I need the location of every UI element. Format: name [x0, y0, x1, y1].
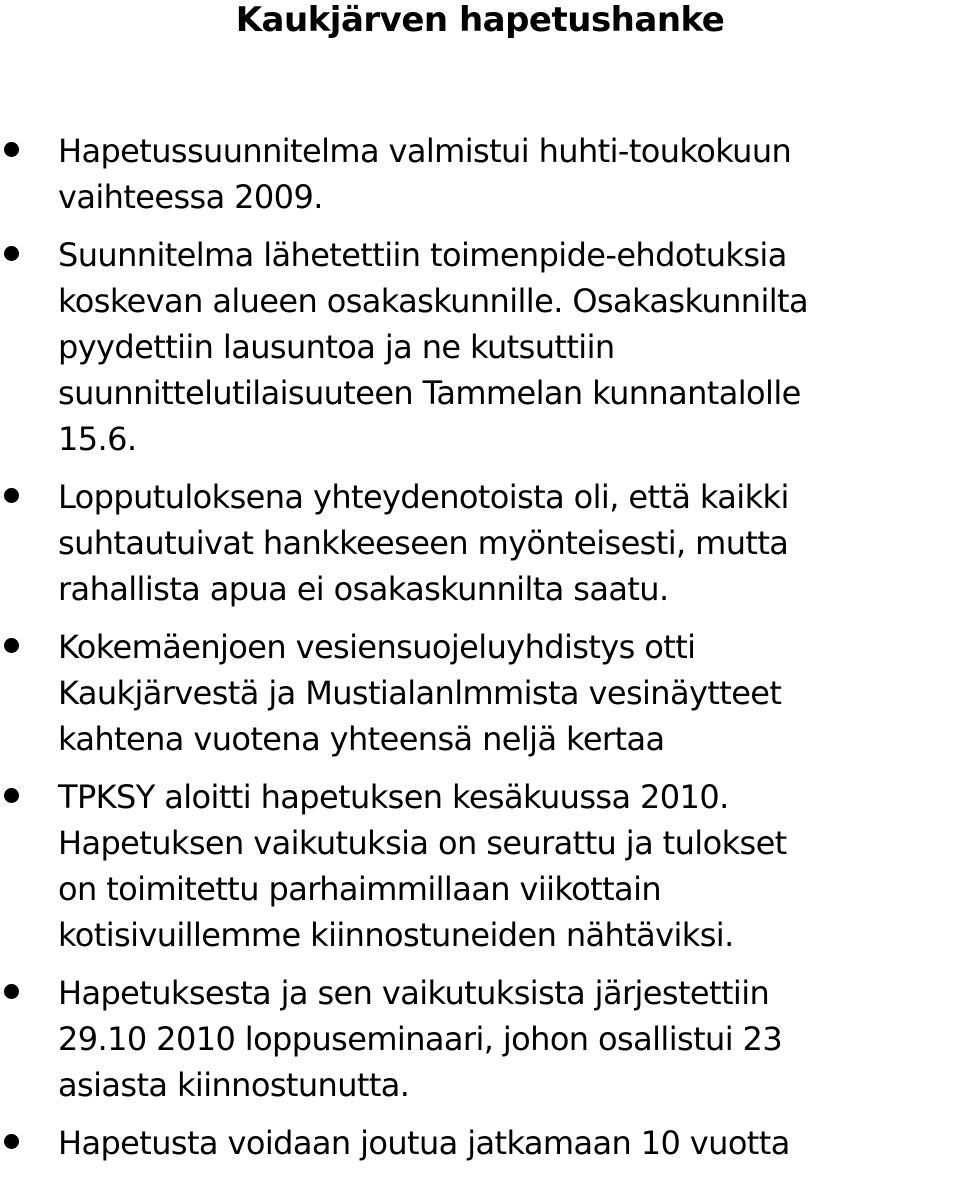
bullet-line: Hapetuksen vaikutuksia on seurattu ja tulokset [58, 824, 787, 862]
bullet-line: Hapetuksesta ja sen vaikutuksista järjestettiin [58, 974, 770, 1012]
bullet-line: suunnittelutilaisuuteen Tammelan kunnantalolle [58, 374, 801, 412]
bullet-line: rahallista apua ei osakaskunnilta saatu. [58, 570, 669, 608]
bullet-dot-icon [4, 788, 19, 803]
bullet-line: pyydettiin lausuntoa ja ne kutsuttiin [58, 328, 615, 366]
bullet-dot-icon [4, 142, 19, 157]
bullet-line: Hapetussuunnitelma valmistui huhti-toukokuun [58, 132, 792, 170]
bullet-line: Kaukjärvestä ja Mustialanlmmista vesinäytteet [58, 674, 782, 712]
bullet-line: Kokemäenjoen vesiensuojeluyhdistys otti [58, 628, 696, 666]
bullet-line: kotisivuillemme kiinnostuneiden nähtäviksi. [58, 916, 734, 954]
bullet-line: on toimitettu parhaimmillaan viikottain [58, 870, 662, 908]
bullet-line: koskevan alueen osakaskunnille. Osakaskunnilta [58, 282, 808, 320]
bullet-item-3 [0, 474, 902, 612]
bullet-dot-icon [4, 488, 19, 503]
bullet-dot-icon [4, 246, 19, 261]
bullet-dot-icon [4, 1134, 19, 1149]
bullet-line: 15.6. [58, 420, 137, 458]
bullet-item-4 [0, 624, 902, 762]
bullet-line: Lopputuloksena yhteydenotoista oli, että kaikki [58, 478, 789, 516]
bullet-line: kahtena vuotena yhteensä neljä kertaa [58, 720, 665, 758]
slide-title: Kaukjärven hapetushanke [235, 0, 725, 40]
bullet-line: TPKSY aloitti hapetuksen kesäkuussa 2010. [58, 778, 729, 816]
bullet-line: Hapetusta voidaan joutua jatkamaan 10 vuotta [58, 1124, 790, 1162]
bullet-item-6 [0, 970, 902, 1108]
bullet-dot-icon [4, 638, 19, 653]
bullet-item-5 [0, 774, 902, 958]
bullet-line: 29.10 2010 loppuseminaari, johon osallistui 23 [58, 1020, 783, 1058]
bullet-item-2 [0, 232, 902, 462]
bullet-dot-icon [4, 984, 19, 999]
bullet-line: vaihteessa 2009. [58, 178, 323, 216]
bullet-list [0, 128, 960, 1178]
bullet-line: Suunnitelma lähetettiin toimenpide-ehdotuksia [58, 236, 787, 274]
bullet-item-1 [0, 128, 902, 220]
bullet-line: asiasta kiinnostunutta. [58, 1066, 410, 1104]
bullet-line: suhtautuivat hankkeeseen myönteisesti, mutta [58, 524, 789, 562]
bullet-item-7 [0, 1120, 902, 1166]
